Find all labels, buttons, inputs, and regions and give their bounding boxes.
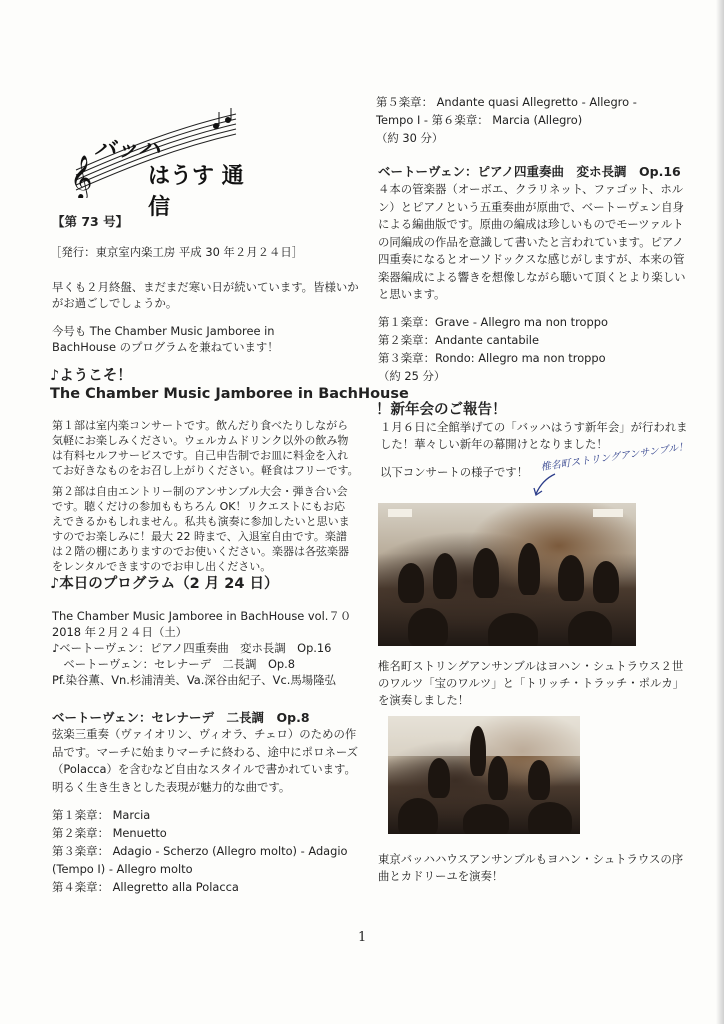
logo-title-line2: はうす 通信 <box>148 164 244 220</box>
serenade-movements-continued: 第５楽章： Andante quasi Allegretto - Allegro - Tempo I - 第６楽章： Marcia (Allegro) （約 30 分） <box>376 95 637 145</box>
program-heading: ♪本日のプログラム（2 月 24 日） <box>50 576 279 592</box>
quartet-description: ４本の管楽器（オーボエ、クラリネット、ファゴット、ホル ン）とピアノという五重奏曲が原曲で、ベートーヴェン自身 による編曲版です。原曲の編成は珍しいものでモーツァルト の同編成の作品を意識して書いたと言われています。ピアノ 四重奏になるとオーソドックスな感じがしますが、本来の管 楽器編成による響きを想像しながら聴いて頂くとより楽しい と思います。 <box>378 182 686 301</box>
page-number: 1 <box>358 930 367 945</box>
concert-photo-strings <box>378 503 636 646</box>
concert-intro: 以下コンサートの様子です！ <box>380 465 529 479</box>
photo2-caption: 東京バッハハウスアンサンブルもヨハン・シュトラウスの序 曲とカドリーユを演奏！ <box>378 852 684 883</box>
intro-program-note: 今号も The Chamber Music Jamboree in BachHouse のプログラムを兼ねています！ <box>52 324 279 354</box>
arrow-icon <box>530 470 560 500</box>
serenade-heading: ベートーヴェン：セレナーデ 二長調 Op.8 <box>52 710 310 725</box>
scan-edge <box>716 0 724 1024</box>
intro-greeting: 早くも２月終盤、まだまだ寒い日が続いています。皆様いか がお過ごしでしょうか。 <box>52 280 359 310</box>
quartet-heading: ベートーヴェン：ピアノ四重奏曲 変ホ長調 Op.16 <box>378 164 681 179</box>
serenade-movements: 第１楽章： Marcia 第２楽章： Menuetto 第３楽章： Adagio - Scherzo (Allegro molto) - Adagio (Tempo I) - Allegro molto 第４楽章： Allegretto alla Polacca <box>52 808 348 894</box>
handwritten-note: 椎名町ストリングアンサンブル！ <box>540 441 689 474</box>
logo-title-line1: バッハ <box>94 136 161 162</box>
issue-number: 【第 73 号】 <box>52 214 129 229</box>
serenade-description: 弦楽三重奏（ヴァイオリン、ヴィオラ、チェロ）のための作 品です。マーチに始まりマーチに終わる、途中にポロネーズ （Polacca）を含むなど自由なスタイルで書かれています。 明るく生き生きとした表現が魅力的な曲です。 <box>52 727 359 794</box>
svg-text:𝄞: 𝄞 <box>70 155 93 198</box>
photo1-caption: 椎名町ストリングアンサンブルはヨハン・シュトラウス２世 のワルツ「宝のワルツ」と「トリッチ・トラッチ・ポルカ」 を演奏しました！ <box>378 659 685 707</box>
newyear-report: １月６日に全館挙げての「バッハはうす新年会」が行われま した！華々しい新年の幕開けとなりました！ <box>380 420 688 451</box>
welcome-heading: ♪ようこそ！ The Chamber Music Jamboree in BachHouse <box>50 368 409 402</box>
newsletter-logo <box>66 108 256 220</box>
welcome-part2: 第２部は自由エントリー制のアンサンブル大会・弾き合い会 です。聴くだけの参加ももちろん OK！リクエストにもお応 えできるかもしれません。私共も演奏に参加したいと思いま すのでお楽しみに！最大 22 時まで、入退室自由です。楽譜 は２階の棚にありますのでお使いください。楽器は各弦楽器 をレンタルできますのでお申し出ください。 <box>52 485 350 573</box>
concert-photo-ensemble <box>388 716 580 834</box>
quartet-movements: 第１楽章：Grave - Allegro ma non troppo 第２楽章：Andante cantabile 第３楽章：Rondo: Allegro ma non troppo （約 25 分） <box>378 315 608 383</box>
publish-info: ［発行：東京室内楽工房 平成 30 年２月２４日］ <box>50 245 304 259</box>
newyear-heading: ！新年会のご報告！ <box>376 402 507 418</box>
welcome-part1: 第１部は室内楽コンサートです。飲んだり食べたりしながら 気軽にお楽しみください。ウェルカムドリンク以外の飲み物 は有料セルフサービスです。自己申告制でお皿に料金を入れ てお好きなものをお召し上がりください。軽食はフリーです。 <box>52 419 359 477</box>
program-info: The Chamber Music Jamboree in BachHouse vol.７０ 2018 年２月２４日（土） ♪ベートーヴェン：ピアノ四重奏曲 変ホ長調 Op.16 ベートーヴェン：セレナーデ 二長調 Op.8 Pf.染谷薫、Vn.杉浦清美、Va.深谷由紀子、Vc.馬場隆弘 <box>52 609 352 687</box>
